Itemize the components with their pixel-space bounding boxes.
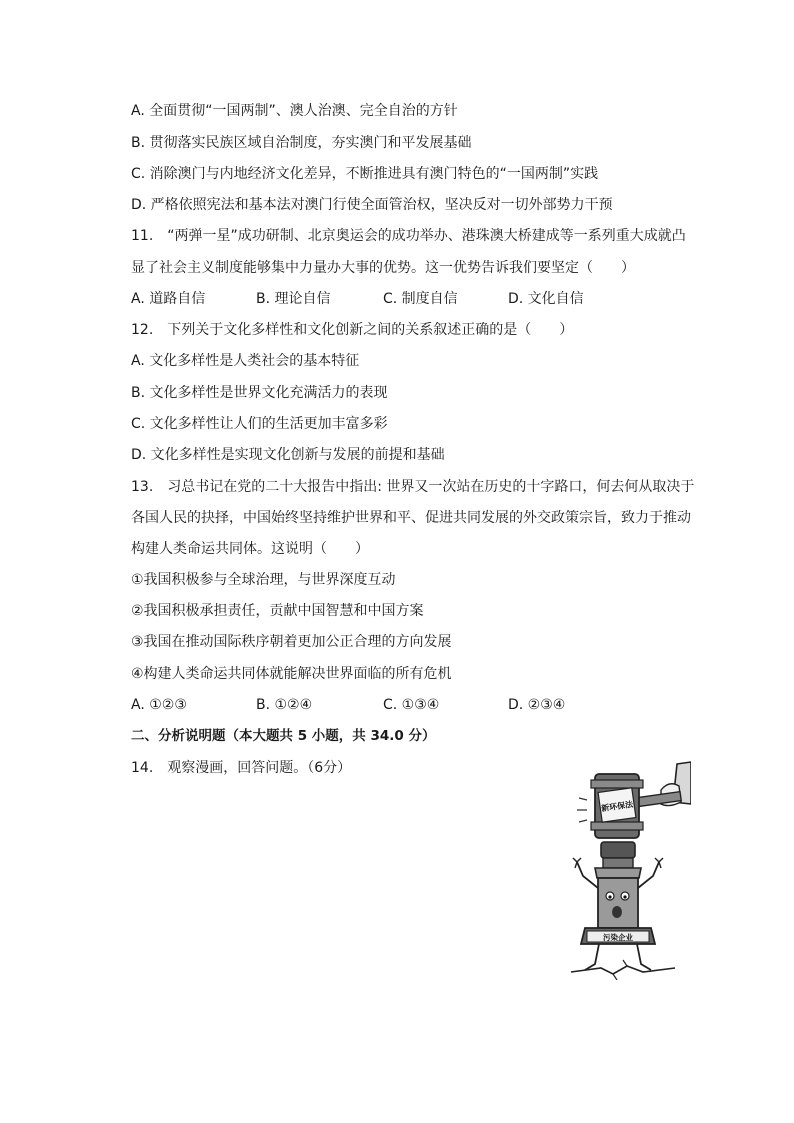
q13-option-c: C. ①③④ <box>383 697 440 713</box>
q12-option-d: D. 文化多样性是实现文化创新与发展的前提和基础 <box>131 447 445 463</box>
q13-statement-4: ④构建人类命运共同体就能解决世界面临的所有危机 <box>131 666 452 682</box>
q14-stem: 14. 观察漫画，回答问题。（6分） <box>131 760 352 776</box>
q12-option-b: B. 文化多样性是世界文化充满活力的表现 <box>131 385 388 401</box>
prev-option-c: C. 消除澳门与内地经济文化差异，不断推进具有澳门特色的“一国两制”实践 <box>131 166 599 182</box>
q11-option-a: A. 道路自信 <box>131 291 206 307</box>
q11-stem-line1: 11. “两弹一星”成功研制、北京奥运会的成功举办、港珠澳大桥建成等一系列重大成就凸 <box>131 228 686 244</box>
section2-heading: 二、分析说明题（本大题共 5 小题，共 34.0 分） <box>131 728 436 744</box>
q13-stem-line2: 各国人民的抉择，中国始终坚持维护世界和平、促进共同发展的外交政策宗旨，致力于推动 <box>131 510 691 526</box>
q13-stem-line3: 构建人类命运共同体。这说明（ ） <box>131 541 369 557</box>
base-label: 污染企业 <box>603 933 633 942</box>
q12-option-a: A. 文化多样性是人类社会的基本特征 <box>131 353 360 369</box>
q13-option-a: A. ①②③ <box>131 697 187 713</box>
q11-stem-line2: 显了社会主义制度能够集中力量办大事的优势。这一优势告诉我们要坚定（ ） <box>131 260 635 276</box>
prev-option-d: D. 严格依照宪法和基本法对澳门行使全面管治权，坚决反对一切外部势力干预 <box>131 197 613 213</box>
q13-option-d: D. ②③④ <box>508 697 566 713</box>
q13-option-b: B. ①②④ <box>256 697 313 713</box>
q11-option-d: D. 文化自信 <box>508 291 584 307</box>
q13-statement-3: ③我国在推动国际秩序朝着更加公正合理的方向发展 <box>131 634 452 650</box>
q13-statement-1: ①我国积极参与全球治理，与世界深度互动 <box>131 572 396 588</box>
factory-figure-icon <box>571 842 675 980</box>
hammer-label: 新环保法 <box>600 799 634 814</box>
hammer-icon <box>591 774 643 838</box>
prev-option-a: A. 全面贯彻“一国两制”、澳人治澳、完全自治的方针 <box>131 103 458 119</box>
q12-stem: 12. 下列关于文化多样性和文化创新之间的关系叙述正确的是（ ） <box>131 322 574 338</box>
q11-option-c: C. 制度自信 <box>383 291 458 307</box>
q11-option-b: B. 理论自信 <box>256 291 331 307</box>
q13-statement-2: ②我国积极承担责任，贡献中国智慧和中国方案 <box>131 603 424 619</box>
prev-option-b: B. 贯彻落实民族区域自治制度，夯实澳门和平发展基础 <box>131 135 472 151</box>
cartoon-image <box>565 760 691 980</box>
q13-stem-line1: 13. 习总书记在党的二十大报告中指出: 世界又一次站在历史的十字路口，何去何从取决于 <box>131 479 695 495</box>
q12-option-c: C. 文化多样性让人们的生活更加丰富多彩 <box>131 416 388 432</box>
